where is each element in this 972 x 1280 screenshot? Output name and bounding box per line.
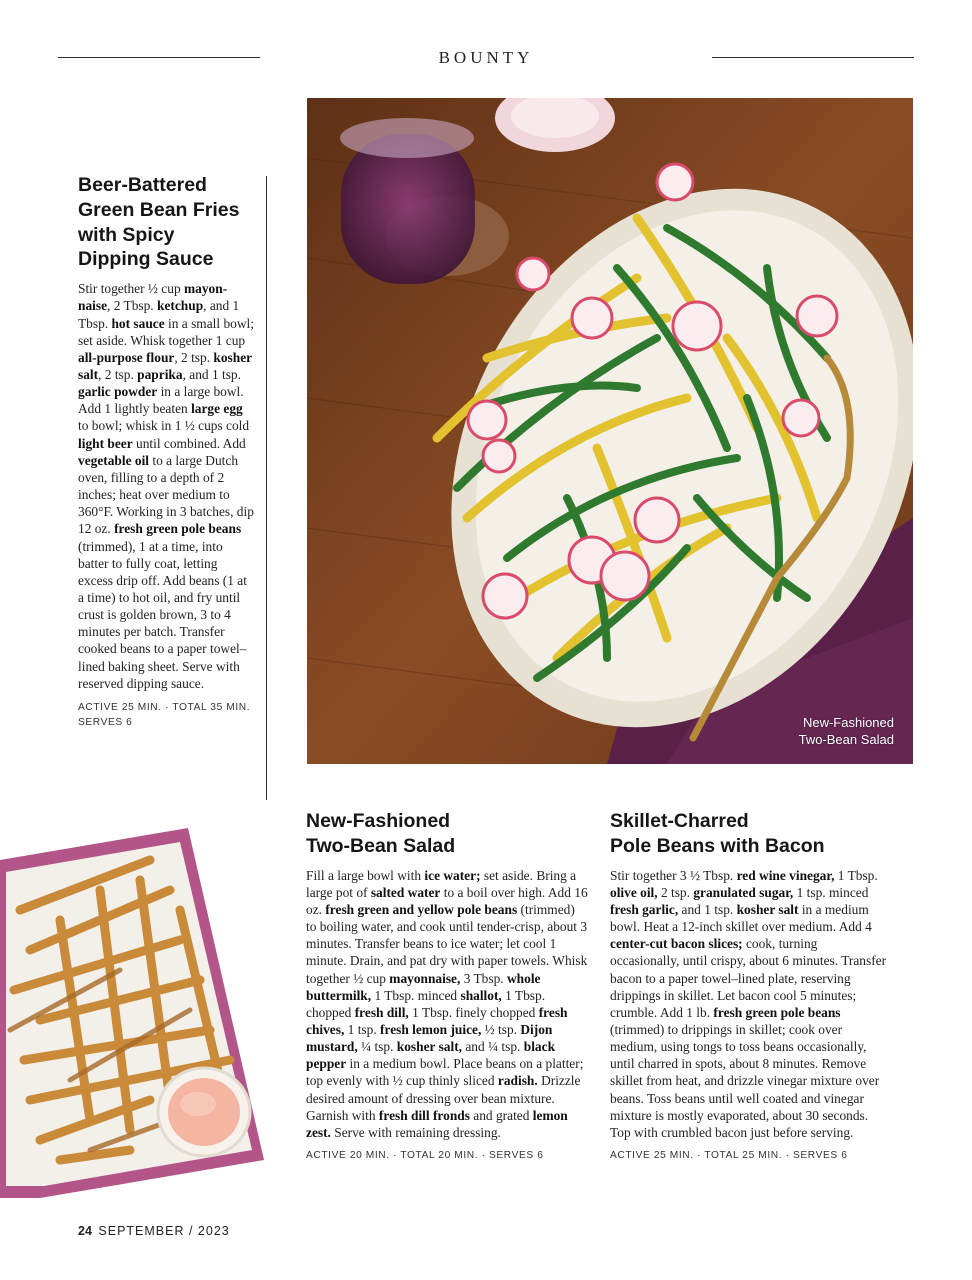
green-bean-fries-photo (0, 800, 300, 1200)
ingredient: olive oil, (610, 884, 658, 900)
recipe-times: ACTIVE 25 MIN. · TOTAL 35 MIN. SERVES 6 (78, 701, 251, 728)
recipe-title: Beer-Battered Green Bean Fries with Spicy Dipping Sauce (78, 174, 240, 271)
recipe-skillet-charred-beans (610, 809, 888, 1163)
photo-caption: New-Fashioned Two-Bean Salad (798, 715, 894, 747)
page-folio (78, 1224, 230, 1238)
ingredient: salted water (370, 884, 441, 900)
recipe-title: Skillet-Charred Pole Beans with Bacon (610, 810, 825, 857)
recipe-title: New-Fashioned Two-Bean Salad (306, 810, 456, 857)
ingredient: fresh green and yellow pole beans (325, 901, 518, 917)
recipe-two-bean-salad (306, 809, 588, 1163)
recipe-instructions: Fill a large bowl with ice water; set aside. Bring a large pot of salted water to a boil over high. Add 16 oz. fresh green and yellow pole beans (trimmed) to boiling water, and cook until tender-crisp, about 3 minutes. Transfer beans to ice water; let cool 1 minute. Drain, and pat dry with paper towels. Whisk together ½ cup mayonnaise, 3 Tbsp. whole buttermilk, 1 Tbsp. minced shallot, 1 Tbsp. chopped fresh dill, 1 Tbsp. finely chopped fresh chives, 1 tsp. fresh lemon juice, ½ tsp. Dijon mustard, ¼ tsp. kosher salt, and ¼ tsp. black pepper in a medium bowl. Place beans on a platter; top evenly with ½ cup thinly sliced radish. Drizzle desired amount of dressing over bean mixture. Garnish with fresh dill fronds and grated lemon zest. Serve with remaining dressing. (306, 867, 588, 1140)
ingredient: whole buttermilk, (306, 970, 541, 1003)
ingredient: shallot, (460, 987, 502, 1003)
recipe-times: ACTIVE 25 MIN. · TOTAL 25 MIN. · SERVES 6 (610, 1150, 848, 1162)
page-number: 24 (78, 1224, 92, 1238)
ingredient: lemon zest. (306, 1107, 568, 1140)
ingredient: mayon-naise (78, 281, 228, 314)
fries-illustration (0, 800, 300, 1200)
ingredient: ketchup (157, 298, 204, 314)
two-bean-salad-photo (307, 98, 913, 764)
ingredient: fresh chives, (306, 1004, 568, 1037)
issue-date: SEPTEMBER / 2023 (98, 1224, 230, 1238)
ingredient: fresh garlic, (610, 901, 679, 917)
ingredient: center-cut bacon slices; (610, 936, 743, 952)
ingredient: all-purpose flour (78, 349, 175, 365)
ingredient: hot sauce (111, 315, 165, 331)
ingredient: vegetable oil (78, 452, 150, 468)
recipe-beer-battered-fries (78, 173, 254, 730)
ingredient: mayonnaise, (389, 970, 461, 986)
ingredient: kosher salt, (396, 1039, 463, 1055)
ingredient: light beer (78, 435, 133, 451)
ingredient: red wine vinegar, (736, 867, 835, 883)
ingredient: paprika (137, 366, 183, 382)
ingredient: fresh lemon juice, (380, 1022, 482, 1037)
ingredient: Dijon mustard, (306, 1022, 553, 1055)
recipe-times: ACTIVE 20 MIN. · TOTAL 20 MIN. · SERVES 6 (306, 1150, 544, 1162)
ingredient: radish. (497, 1073, 538, 1089)
ingredient: fresh dill, (354, 1004, 409, 1020)
ingredient: large egg (191, 401, 243, 417)
header-rule-right (712, 57, 914, 58)
salad-illustration (307, 98, 913, 764)
section-title: BOUNTY (438, 48, 534, 67)
ingredient: kosher salt (736, 901, 799, 917)
ingredient: garlic powder (78, 384, 158, 400)
ingredient: fresh green pole beans (114, 521, 242, 537)
recipe-instructions: Stir together 3 ½ Tbsp. red wine vinegar, 1 Tbsp. olive oil, 2 tsp. granulated sugar, 1 tsp. minced fresh garlic, and 1 tsp. kosher salt in a medium bowl. Heat a 12-inch skillet over medium. Add 4 center-cut bacon slices; cook, turning occasionally, until crispy, about 6 minutes. Transfer bacon to a paper towel–lined plate, reserving drippings in skillet. Let bacon cool 5 minutes; crumble. Add 1 lb. fresh green pole beans (trimmed) to drippings in skillet; cook over medium, using tongs to toss beans occasionally, until charred in spots, about 8 minutes. Remove skillet from heat, and drizzle vinegar mixture over beans. Toss beans until well coated and vinegar mixture is mostly evaporated, about 30 seconds. Top with crumbled bacon just before serving. (610, 867, 887, 1140)
ingredient: kosher salt (78, 349, 252, 382)
ingredient: fresh green pole beans (713, 1004, 841, 1020)
ingredient: black pepper (306, 1039, 556, 1072)
recipe-instructions: Stir together ½ cup mayon-naise, 2 Tbsp. ketchup, and 1 Tbsp. hot sauce in a small bowl; set aside. Whisk together 1 cup all-purpose flour, 2 tsp. kosher salt, 2 tsp. paprika, and 1 tsp. garlic powder in a large bowl. Add 1 lightly beaten large egg to bowl; whisk in 1 ½ cups cold light beer until combined. Add vegetable oil to a large Dutch oven, filling to a depth of 2 inches; heat over medium to 360°F. Working in 3 batches, dip 12 oz. fresh green pole beans (trimmed), 1 at a time, into batter to fully coat, letting excess drip off. Add beans (1 at a time) to hot oil, and fry until crust is golden brown, 3 to 4 minutes per batch. Transfer cooked beans to a paper towel–lined baking sheet. Serve with reserved dipping sauce. (78, 281, 254, 691)
ingredient: ice water; (424, 867, 481, 883)
ingredient: fresh dill fronds (378, 1107, 470, 1123)
ingredient: granulated sugar, (693, 884, 794, 900)
